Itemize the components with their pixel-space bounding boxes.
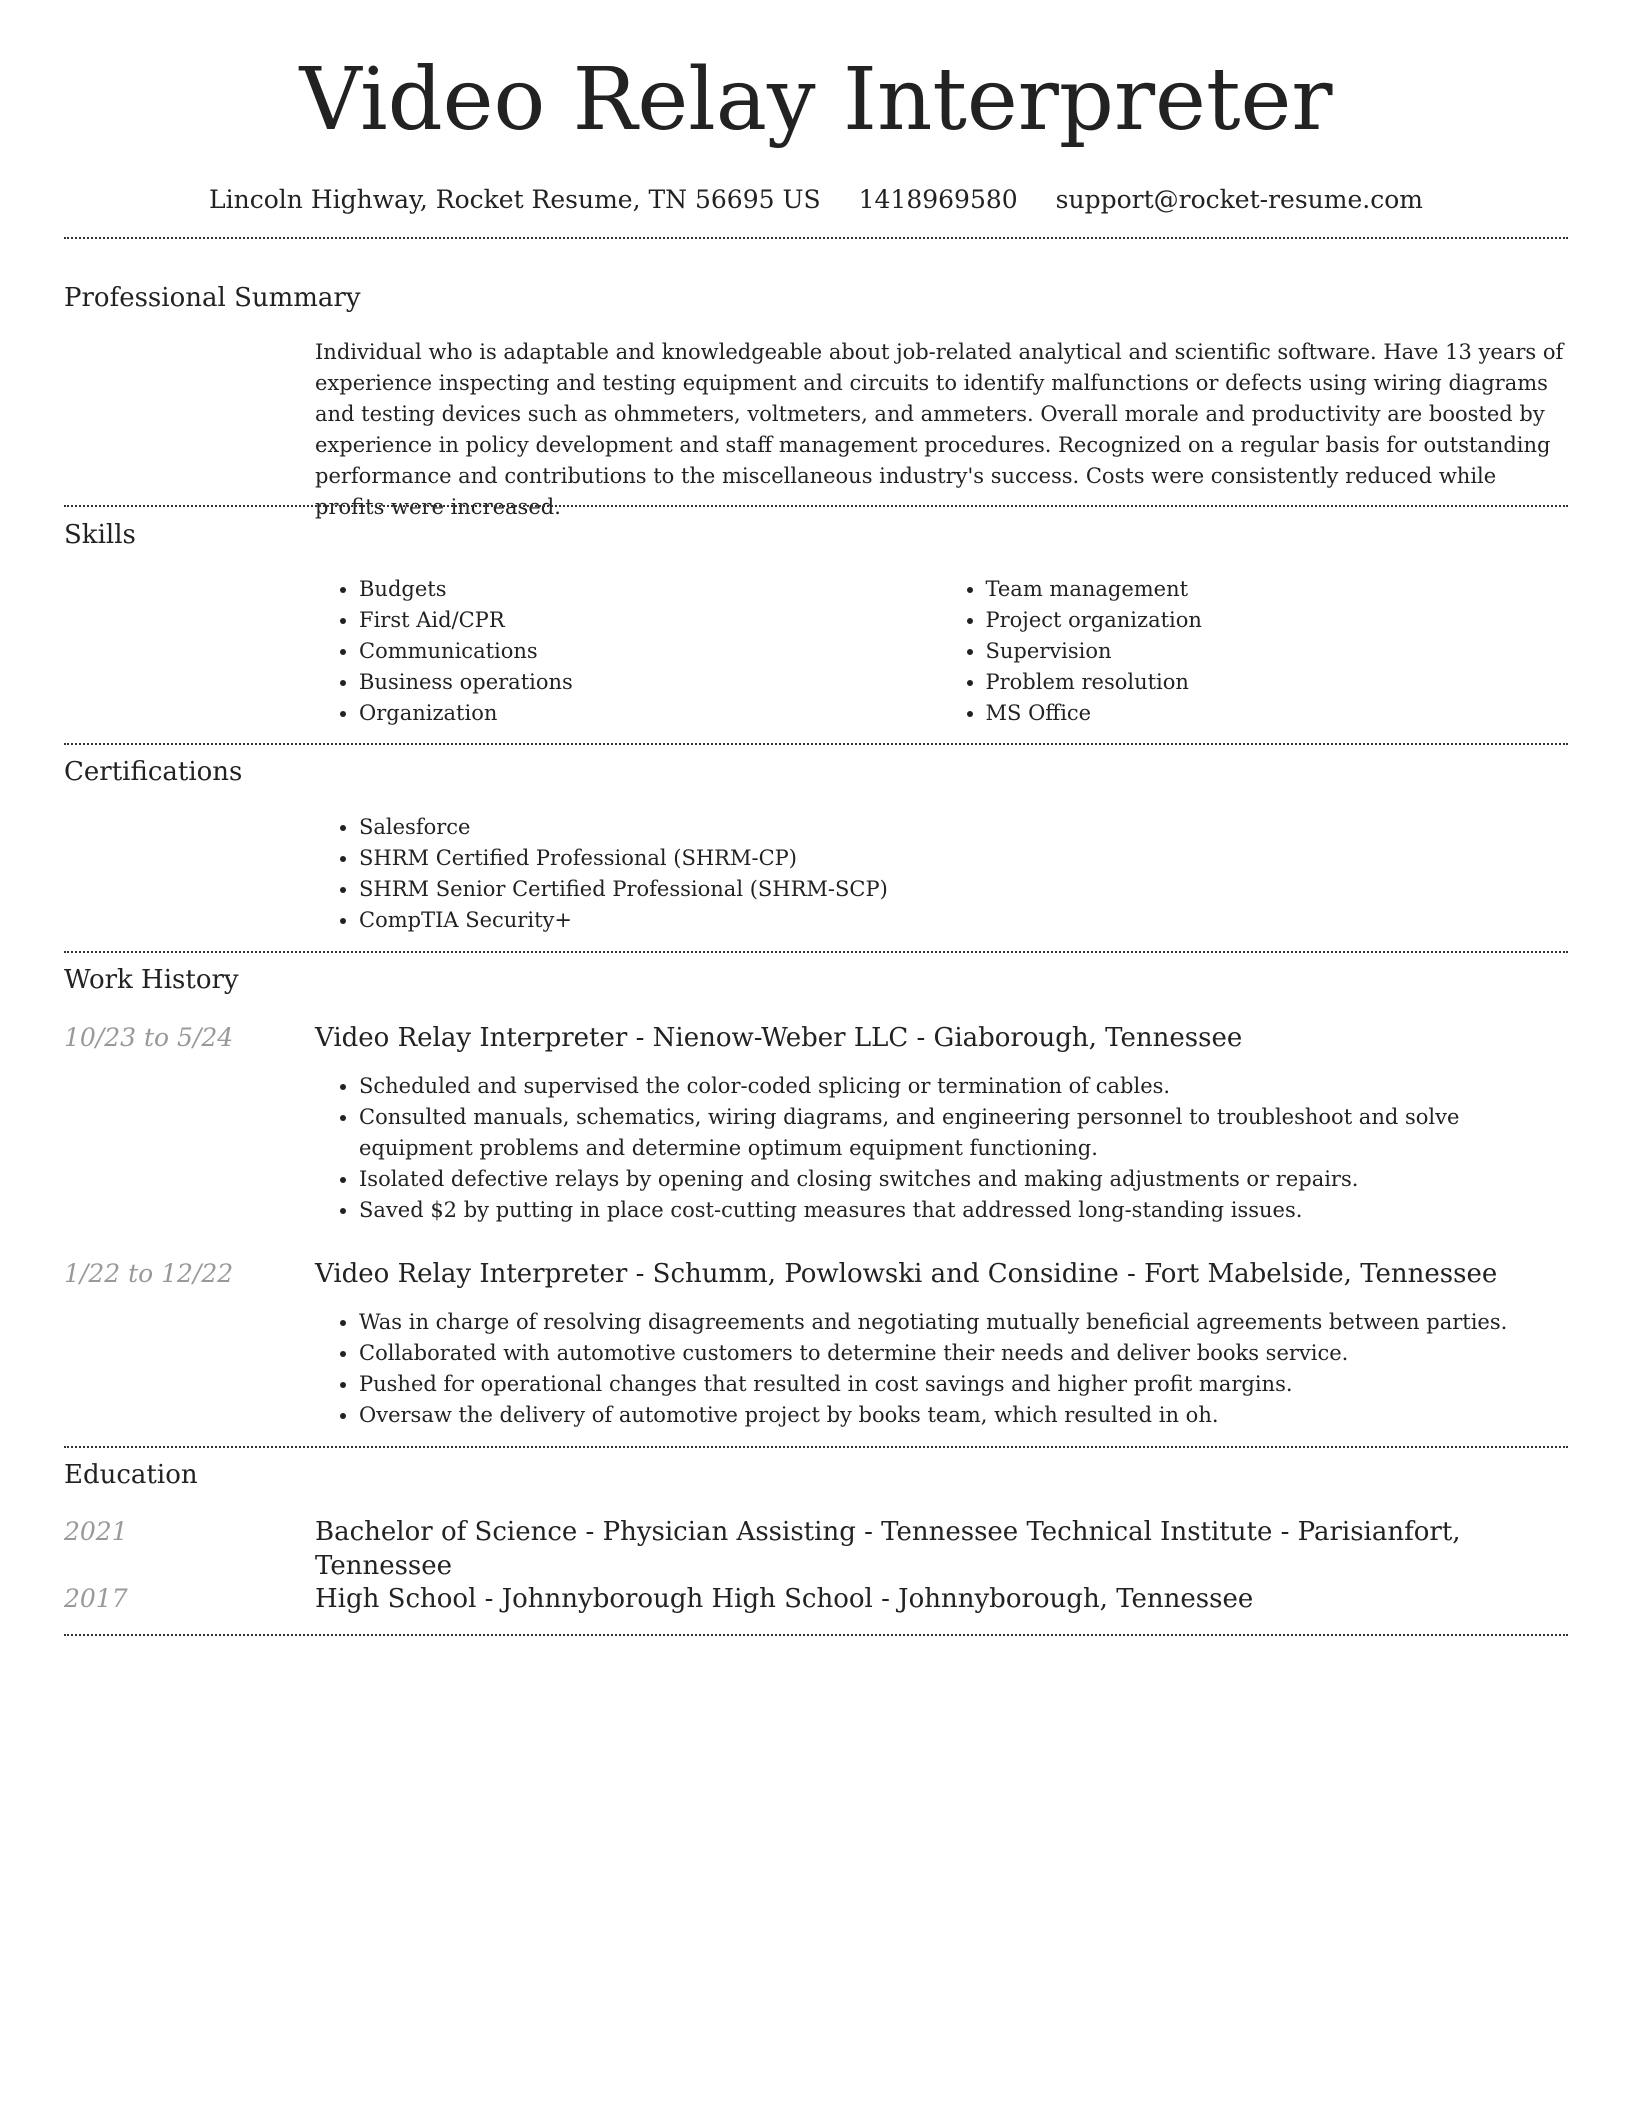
job-dates: 10/23 to 5/24: [64, 1023, 234, 1052]
section-title-education: Education: [64, 1460, 198, 1490]
section-divider: [64, 1446, 1568, 1448]
education-year: 2017: [64, 1584, 128, 1613]
skill-item: • Project organization: [986, 605, 1569, 636]
job-bullet: • Collaborated with automotive customers to determine their needs and deliver books service.: [359, 1338, 1568, 1369]
summary-text: Individual who is adaptable and knowledgeable about job-related analytical and scientific software. Have 13 years of experience inspecting and testing equipment and circuits to identify malfunctions or defects using wiring diagrams and testing devices such as ohmmeters, voltmeters, and ammeters. Overall morale and productivity are boosted by experience in policy development and staff management procedures. Recognized on a regular basis for outstanding performance and contributions to the miscellaneous industry's success. Costs were consistently reduced while profits were increased.: [315, 340, 1564, 519]
skills-content: [315, 574, 1568, 729]
certification-item: • SHRM Senior Certified Professional (SHRM-SCP): [359, 874, 1568, 905]
skill-item: • Budgets: [359, 574, 942, 605]
contact-address: Lincoln Highway, Rocket Resume, TN 56695 US: [209, 185, 821, 214]
job-heading: Video Relay Interpreter - Schumm, Powlowski and Considine - Fort Mabelside, Tennessee: [315, 1259, 1498, 1289]
education-year: 2021: [64, 1517, 128, 1546]
skill-item: • Problem resolution: [986, 667, 1569, 698]
skill-item: • Supervision: [986, 636, 1569, 667]
education-heading: Bachelor of Science - Physician Assisting - Tennessee Technical Institute - Parisianfort, Tennessee: [315, 1517, 1461, 1581]
job-bullet: • Oversaw the delivery of automotive project by books team, which resulted in oh.: [359, 1400, 1568, 1431]
certifications-list: [315, 812, 1568, 936]
skill-item: • First Aid/CPR: [359, 605, 942, 636]
job-details: [315, 1071, 1568, 1226]
job-bullet: • Isolated defective relays by opening and closing switches and making adjustments or repairs.: [359, 1164, 1568, 1195]
section-divider: [64, 505, 1568, 507]
section-divider: [64, 1634, 1568, 1636]
resume-header: [0, 0, 1632, 216]
job-bullet: • Scheduled and supervised the color-coded splicing or termination of cables.: [359, 1071, 1568, 1102]
skill-item: • Business operations: [359, 667, 942, 698]
job-bullets: [315, 1071, 1568, 1226]
section-title-work-history: Work History: [64, 965, 239, 995]
skill-item: • Team management: [986, 574, 1569, 605]
contact-line: [0, 184, 1632, 216]
section-divider: [64, 237, 1568, 239]
job-bullets: [315, 1307, 1568, 1431]
skill-item: • Communications: [359, 636, 942, 667]
section-divider: [64, 743, 1568, 745]
contact-phone: 1418969580: [858, 185, 1018, 214]
contact-email: support@rocket-resume.com: [1055, 185, 1423, 214]
job-heading: Video Relay Interpreter - Nienow-Weber LLC - Giaborough, Tennessee: [315, 1023, 1243, 1053]
skills-list-left: [315, 574, 942, 729]
certification-item: • Salesforce: [359, 812, 1568, 843]
section-title-skills: Skills: [64, 520, 136, 550]
education-heading: High School - Johnnyborough High School - Johnnyborough, Tennessee: [315, 1584, 1254, 1614]
job-details: [315, 1307, 1568, 1431]
job-bullet: • Saved $2 by putting in place cost-cutting measures that addressed long-standing issues.: [359, 1195, 1568, 1226]
job-dates: 1/22 to 12/22: [64, 1259, 234, 1288]
section-divider: [64, 951, 1568, 953]
job-bullet: • Consulted manuals, schematics, wiring diagrams, and engineering personnel to troubleshoot and solve equipment problems and determine optimum equipment functioning.: [359, 1102, 1568, 1164]
section-title-summary: Professional Summary: [64, 283, 361, 313]
summary-content: [315, 337, 1568, 523]
certification-item: • CompTIA Security+: [359, 905, 1568, 936]
job-bullet: • Was in charge of resolving disagreements and negotiating mutually beneficial agreements between parties.: [359, 1307, 1568, 1338]
section-title-certifications: Certifications: [64, 757, 243, 787]
job-bullet: • Pushed for operational changes that resulted in cost savings and higher profit margins.: [359, 1369, 1568, 1400]
candidate-name: Video Relay Interpreter: [299, 50, 1333, 150]
certifications-content: [315, 812, 1568, 936]
skill-item: • MS Office: [986, 698, 1569, 729]
certification-item: • SHRM Certified Professional (SHRM-CP): [359, 843, 1568, 874]
skill-item: • Organization: [359, 698, 942, 729]
skills-list-right: [942, 574, 1569, 729]
